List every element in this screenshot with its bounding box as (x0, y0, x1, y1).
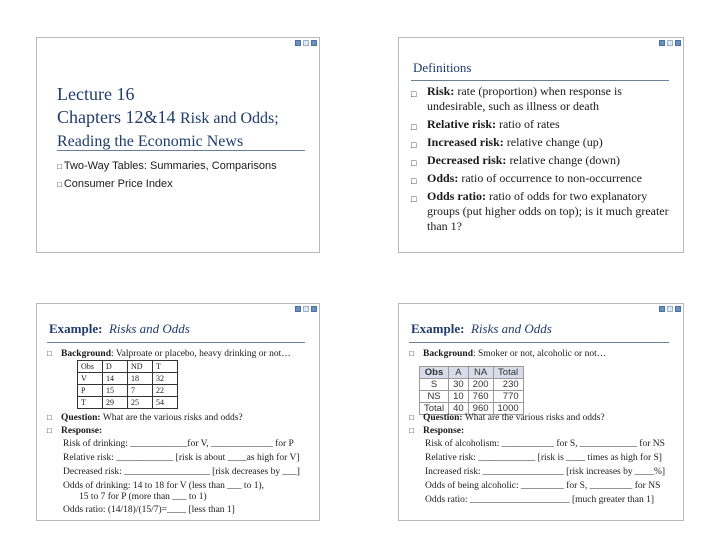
response-text: Odds of being alcoholic: _________ for S, _________ for NS (425, 481, 661, 491)
title-divider (409, 342, 669, 343)
title-line: Chapters 12&14 (57, 107, 176, 127)
hollow-square-icon: □ (47, 426, 52, 435)
list-item: □ Odds: ratio of occurrence to non-occurrence (411, 171, 673, 186)
response-line: □ Response: (47, 426, 103, 436)
table-row: T 29 25 54 (78, 397, 178, 409)
hollow-square-icon: □ (57, 180, 62, 189)
slide-corner-decoration (659, 40, 681, 46)
hollow-square-icon: □ (411, 140, 417, 150)
hollow-square-icon: □ (409, 349, 414, 358)
hollow-square-icon: □ (411, 158, 417, 168)
list-item: □ Risk: rate (proportion) when response is undesirable, such as illness or death (411, 84, 622, 113)
lecture-title (57, 83, 279, 153)
title-line: Risk and Odds; (180, 110, 279, 127)
response-text: Relative risk: ____________ [risk is ____ times as high for S] (425, 453, 662, 463)
list-item: □ Consumer Price Index (57, 178, 173, 190)
background-line: □ Background: Valproate or placebo, heavy drinking or not… (47, 349, 291, 359)
slide-example-valproate (36, 303, 320, 521)
response-text: Odds ratio: _____________________ [much greater than 1] (425, 495, 655, 505)
title-divider (411, 80, 669, 81)
list-item: □ Odds ratio: ratio of odds for two explanatory groups (put higher odds on top); is it much greater than 1? (411, 189, 669, 233)
title-line: Reading the Economic News (57, 133, 244, 150)
table-row: Total 40 960 1000 (420, 403, 524, 415)
hollow-square-icon: □ (57, 162, 62, 171)
response-text: Relative risk: ____________ [risk is about ____as high for V] (63, 453, 300, 463)
question-line: □ Question: What are the various risks and odds? (409, 413, 605, 423)
slide-corner-decoration (659, 306, 681, 312)
hollow-square-icon: □ (411, 89, 417, 99)
two-way-table (77, 360, 178, 409)
slide-title: Definitions (413, 60, 472, 75)
hollow-square-icon: □ (411, 122, 417, 132)
table-row: Obs D ND T (78, 361, 178, 373)
table-row: S 30 200 230 (420, 379, 524, 391)
response-text: Odds ratio: (14/18)/(15/7)=____ [less than 1] (63, 505, 235, 515)
hollow-square-icon: □ (47, 349, 52, 358)
two-way-table (419, 366, 524, 415)
slide-title (36, 37, 320, 253)
response-text: Odds of drinking: 14 to 18 for V (less than ___ to 1), (63, 481, 264, 491)
table-row: P 15 7 22 (78, 385, 178, 397)
title-line: Lecture 16 (57, 84, 135, 104)
table-row: V 14 18 32 (78, 373, 178, 385)
table-row: Obs A NA Total (420, 367, 524, 379)
response-text: Risk of alcoholism: ___________ for S, ____________ for NS (425, 439, 665, 449)
background-line: □ Background: Smoker or not, alcoholic or not… (409, 349, 607, 359)
list-item: □ Increased risk: relative change (up) (411, 135, 673, 150)
response-line: □ Response: (409, 426, 465, 436)
response-text: Increased risk: _________________ [risk increases by ____%] (425, 467, 666, 477)
question-line: □ Question: What are the various risks and odds? (47, 413, 243, 423)
hollow-square-icon: □ (409, 426, 414, 435)
list-item: □ Two-Way Tables: Summaries, Comparisons (57, 160, 277, 172)
slide-title: Example: Risks and Odds (49, 321, 190, 336)
hollow-square-icon: □ (47, 413, 52, 422)
response-text: Risk of drinking: ____________for V, _____________ for P (63, 439, 294, 449)
slide-title: Example: Risks and Odds (411, 321, 552, 336)
slide-corner-decoration (295, 306, 317, 312)
hollow-square-icon: □ (409, 413, 414, 422)
list-item: □ Relative risk: ratio of rates (411, 117, 673, 132)
list-item: □ Decreased risk: relative change (down) (411, 153, 673, 168)
response-text: 15 to 7 for P (more than ___ to 1) (79, 492, 207, 502)
response-text: Decreased risk: __________________ [risk decreases by ___] (63, 467, 300, 477)
definitions-list (411, 84, 673, 237)
hollow-square-icon: □ (411, 176, 417, 186)
title-divider (57, 150, 305, 151)
slide-example-smoker (398, 303, 684, 521)
title-divider (47, 342, 305, 343)
slide-definitions (398, 37, 684, 253)
hollow-square-icon: □ (411, 194, 417, 204)
table-row: NS 10 760 770 (420, 391, 524, 403)
slide-corner-decoration (295, 40, 317, 46)
